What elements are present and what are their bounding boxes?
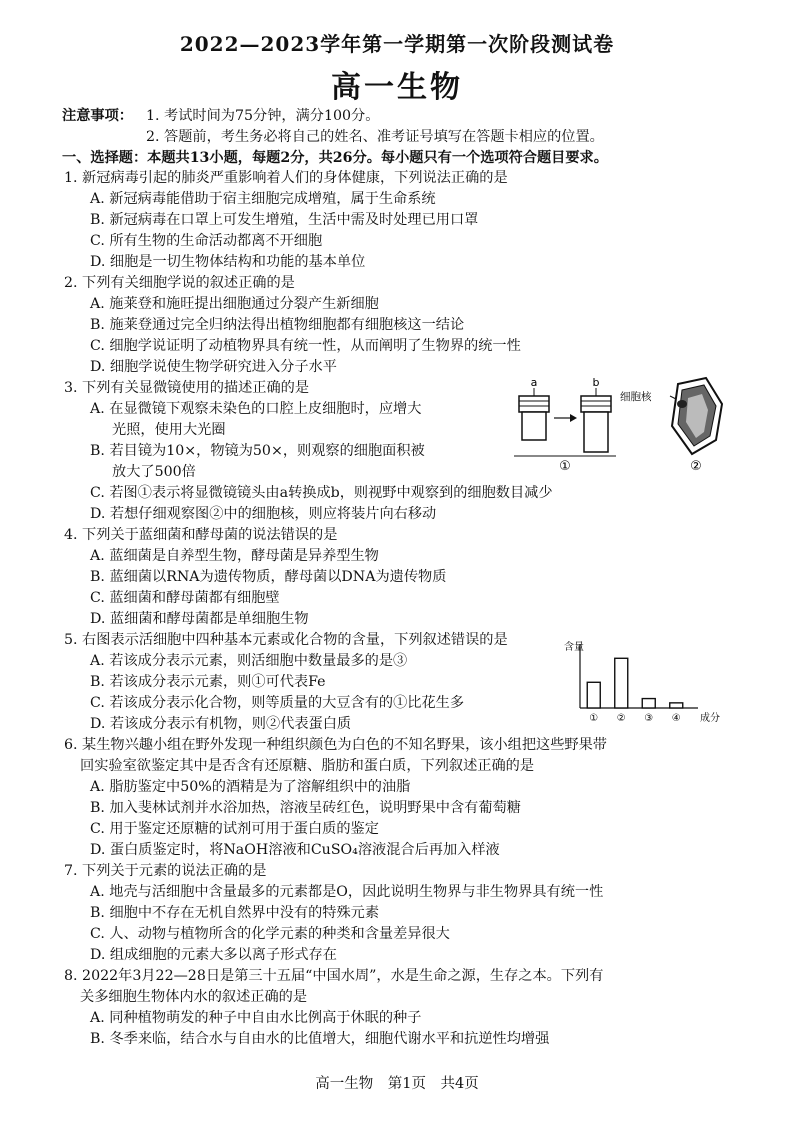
q6-stem-line1: 6. 某生物兴趣小组在野外发现一种组织颜色为白色的不知名野果，该小组把这些野果带	[64, 737, 607, 753]
q7-option-b: B. 细胞中不存在无机自然界中没有的特殊元素	[90, 905, 380, 921]
q4-option-c: C. 蓝细菌和酵母菌都有细胞壁	[90, 590, 280, 606]
q2-option-c: C. 细胞学说证明了动植物界具有统一性，从而阐明了生物界的统一性	[90, 338, 521, 354]
content-bar-chart	[560, 640, 730, 726]
q5-option-c: C. 若该成分表示化合物，则等质量的大豆含有的①比花生多	[90, 695, 465, 711]
q5-option-d: D. 若该成分表示有机物，则②代表蛋白质	[90, 716, 352, 732]
bar-1	[587, 682, 600, 708]
plant-cell	[620, 378, 722, 474]
q7-option-a: A. 地壳与活细胞中含量最多的元素都是O，因此说明生物界与非生物界具有统一性	[90, 884, 604, 900]
cell-nucleus	[677, 400, 687, 408]
tick-label-2: ②	[616, 713, 626, 724]
y-axis-label: 含量	[564, 642, 584, 653]
q6-option-a: A. 脂肪鉴定中50%的酒精是为了溶解组织中的油脂	[90, 779, 411, 795]
q3-option-b-line1: B. 若目镜为10×，物镜为50×，则观察的细胞面积被	[90, 443, 425, 459]
q1-option-d: D. 细胞是一切生物体结构和功能的基本单位	[90, 254, 366, 270]
figure-caption-2: ②	[690, 459, 702, 474]
q4-option-b: B. 蓝细菌以RNA为遗传物质，酵母菌以DNA为遗传物质	[90, 569, 447, 585]
q7-option-d: D. 组成细胞的元素大多以离子形式存在	[90, 947, 337, 963]
note-2: 2. 答题前，考生务必将自己的姓名、准考证号填写在答题卡相应的位置。	[146, 129, 604, 145]
q2-option-a: A. 施莱登和施旺提出细胞通过分裂产生新细胞	[90, 296, 379, 312]
x-axis-label: 成分	[700, 713, 720, 724]
q8-option-b: B. 冬季来临，结合水与自由水的比值增大，细胞代谢水平和抗逆性均增强	[90, 1031, 550, 1047]
q7-option-c: C. 人、动物与植物所含的化学元素的种类和含量差异很大	[90, 926, 450, 942]
q6-option-d: D. 蛋白质鉴定时，将NaOH溶液和CuSO₄溶液混合后再加入样液	[90, 842, 500, 858]
q1-option-a: A. 新冠病毒能借助于宿主细胞完成增殖，属于生命系统	[90, 191, 436, 207]
q1-option-b: B. 新冠病毒在口罩上可发生增殖，生活中需及时处理已用口罩	[90, 212, 479, 228]
q1-option-c: C. 所有生物的生命活动都离不开细胞	[90, 233, 323, 249]
q6-option-b: B. 加入斐林试剂并水浴加热，溶液呈砖红色，说明野果中含有葡萄糖	[90, 800, 521, 816]
q6-option-c: C. 用于鉴定还原糖的试剂可用于蛋白质的鉴定	[90, 821, 379, 837]
section-heading: 一、选择题：本题共13小题，每题2分，共26分。每小题只有一个选项符合题目要求。	[62, 150, 608, 166]
note-1: 1. 考试时间为75分钟，满分100分。	[146, 108, 380, 124]
exam-title: 2022—2023学年第一学期第一次阶段测试卷	[179, 32, 615, 56]
objective-lens-a	[519, 376, 549, 440]
page-footer: 高一生物 第1页 共4页	[315, 1076, 479, 1092]
q4-option-a: A. 蓝细菌是自养型生物，酵母菌是异养型生物	[90, 548, 379, 564]
label-b: b	[592, 376, 600, 389]
nucleus-label: 细胞核	[620, 391, 652, 403]
tick-label-3: ③	[644, 713, 654, 724]
q3-option-a-line2: 光照，使用大光圈	[112, 422, 226, 438]
q8-stem-line2: 关多细胞生物体内水的叙述正确的是	[80, 989, 308, 1005]
q3-option-d: D. 若想仔细观察图②中的细胞核，则应将装片向右移动	[90, 506, 437, 522]
q2-option-d: D. 细胞学说使生物学研究进入分子水平	[90, 359, 337, 375]
bar-3	[642, 699, 655, 708]
q4-stem: 4. 下列关于蓝细菌和酵母菌的说法错误的是	[64, 527, 338, 543]
label-a: a	[530, 376, 538, 389]
q2-option-b: B. 施莱登通过完全归纳法得出植物细胞都有细胞核这一结论	[90, 317, 465, 333]
tick-label-4: ④	[671, 713, 681, 724]
q3-stem: 3. 下列有关显微镜使用的描述正确的是	[64, 380, 310, 396]
q3-option-b-line2: 放大了500倍	[112, 464, 196, 480]
q8-stem-line1: 8. 2022年3月22—28日是第三十五届“中国水周”，水是生命之源，生存之本。下列有	[64, 968, 604, 984]
q5-stem: 5. 右图表示活细胞中四种基本元素或化合物的含量，下列叙述错误的是	[64, 632, 508, 648]
objective-lens-b	[581, 376, 611, 452]
q4-option-d: D. 蓝细菌和酵母菌都是单细胞生物	[90, 611, 309, 627]
q2-stem: 2. 下列有关细胞学说的叙述正确的是	[64, 275, 295, 291]
q5-option-a: A. 若该成分表示元素，则活细胞中数量最多的是③	[90, 653, 408, 669]
q7-stem: 7. 下列关于元素的说法正确的是	[64, 863, 267, 879]
q1-stem: 1. 新冠病毒引起的肺炎严重影响着人们的身体健康，下列说法正确的是	[64, 170, 508, 186]
q3-option-c: C. 若图①表示将显微镜镜头由a转换成b，则视野中观察到的细胞数目减少	[90, 485, 553, 501]
q8-option-a: A. 同种植物萌发的种子中自由水比例高于休眠的种子	[90, 1010, 422, 1026]
tick-label-1: ①	[589, 713, 599, 724]
microscope-figure	[510, 374, 740, 474]
notes-label: 注意事项：	[62, 108, 133, 124]
q3-option-a-line1: A. 在显微镜下观察未染色的口腔上皮细胞时，应增大	[90, 401, 422, 417]
bar-4	[670, 703, 683, 708]
figure-caption-1: ①	[559, 459, 571, 474]
q6-stem-line2: 回实验室欲鉴定其中是否含有还原糖、脂肪和蛋白质，下列叙述正确的是	[80, 758, 535, 774]
subject-title: 高一生物	[331, 70, 463, 105]
bar-2	[615, 658, 628, 708]
q5-option-b: B. 若该成分表示元素，则①可代表Fe	[90, 674, 326, 690]
